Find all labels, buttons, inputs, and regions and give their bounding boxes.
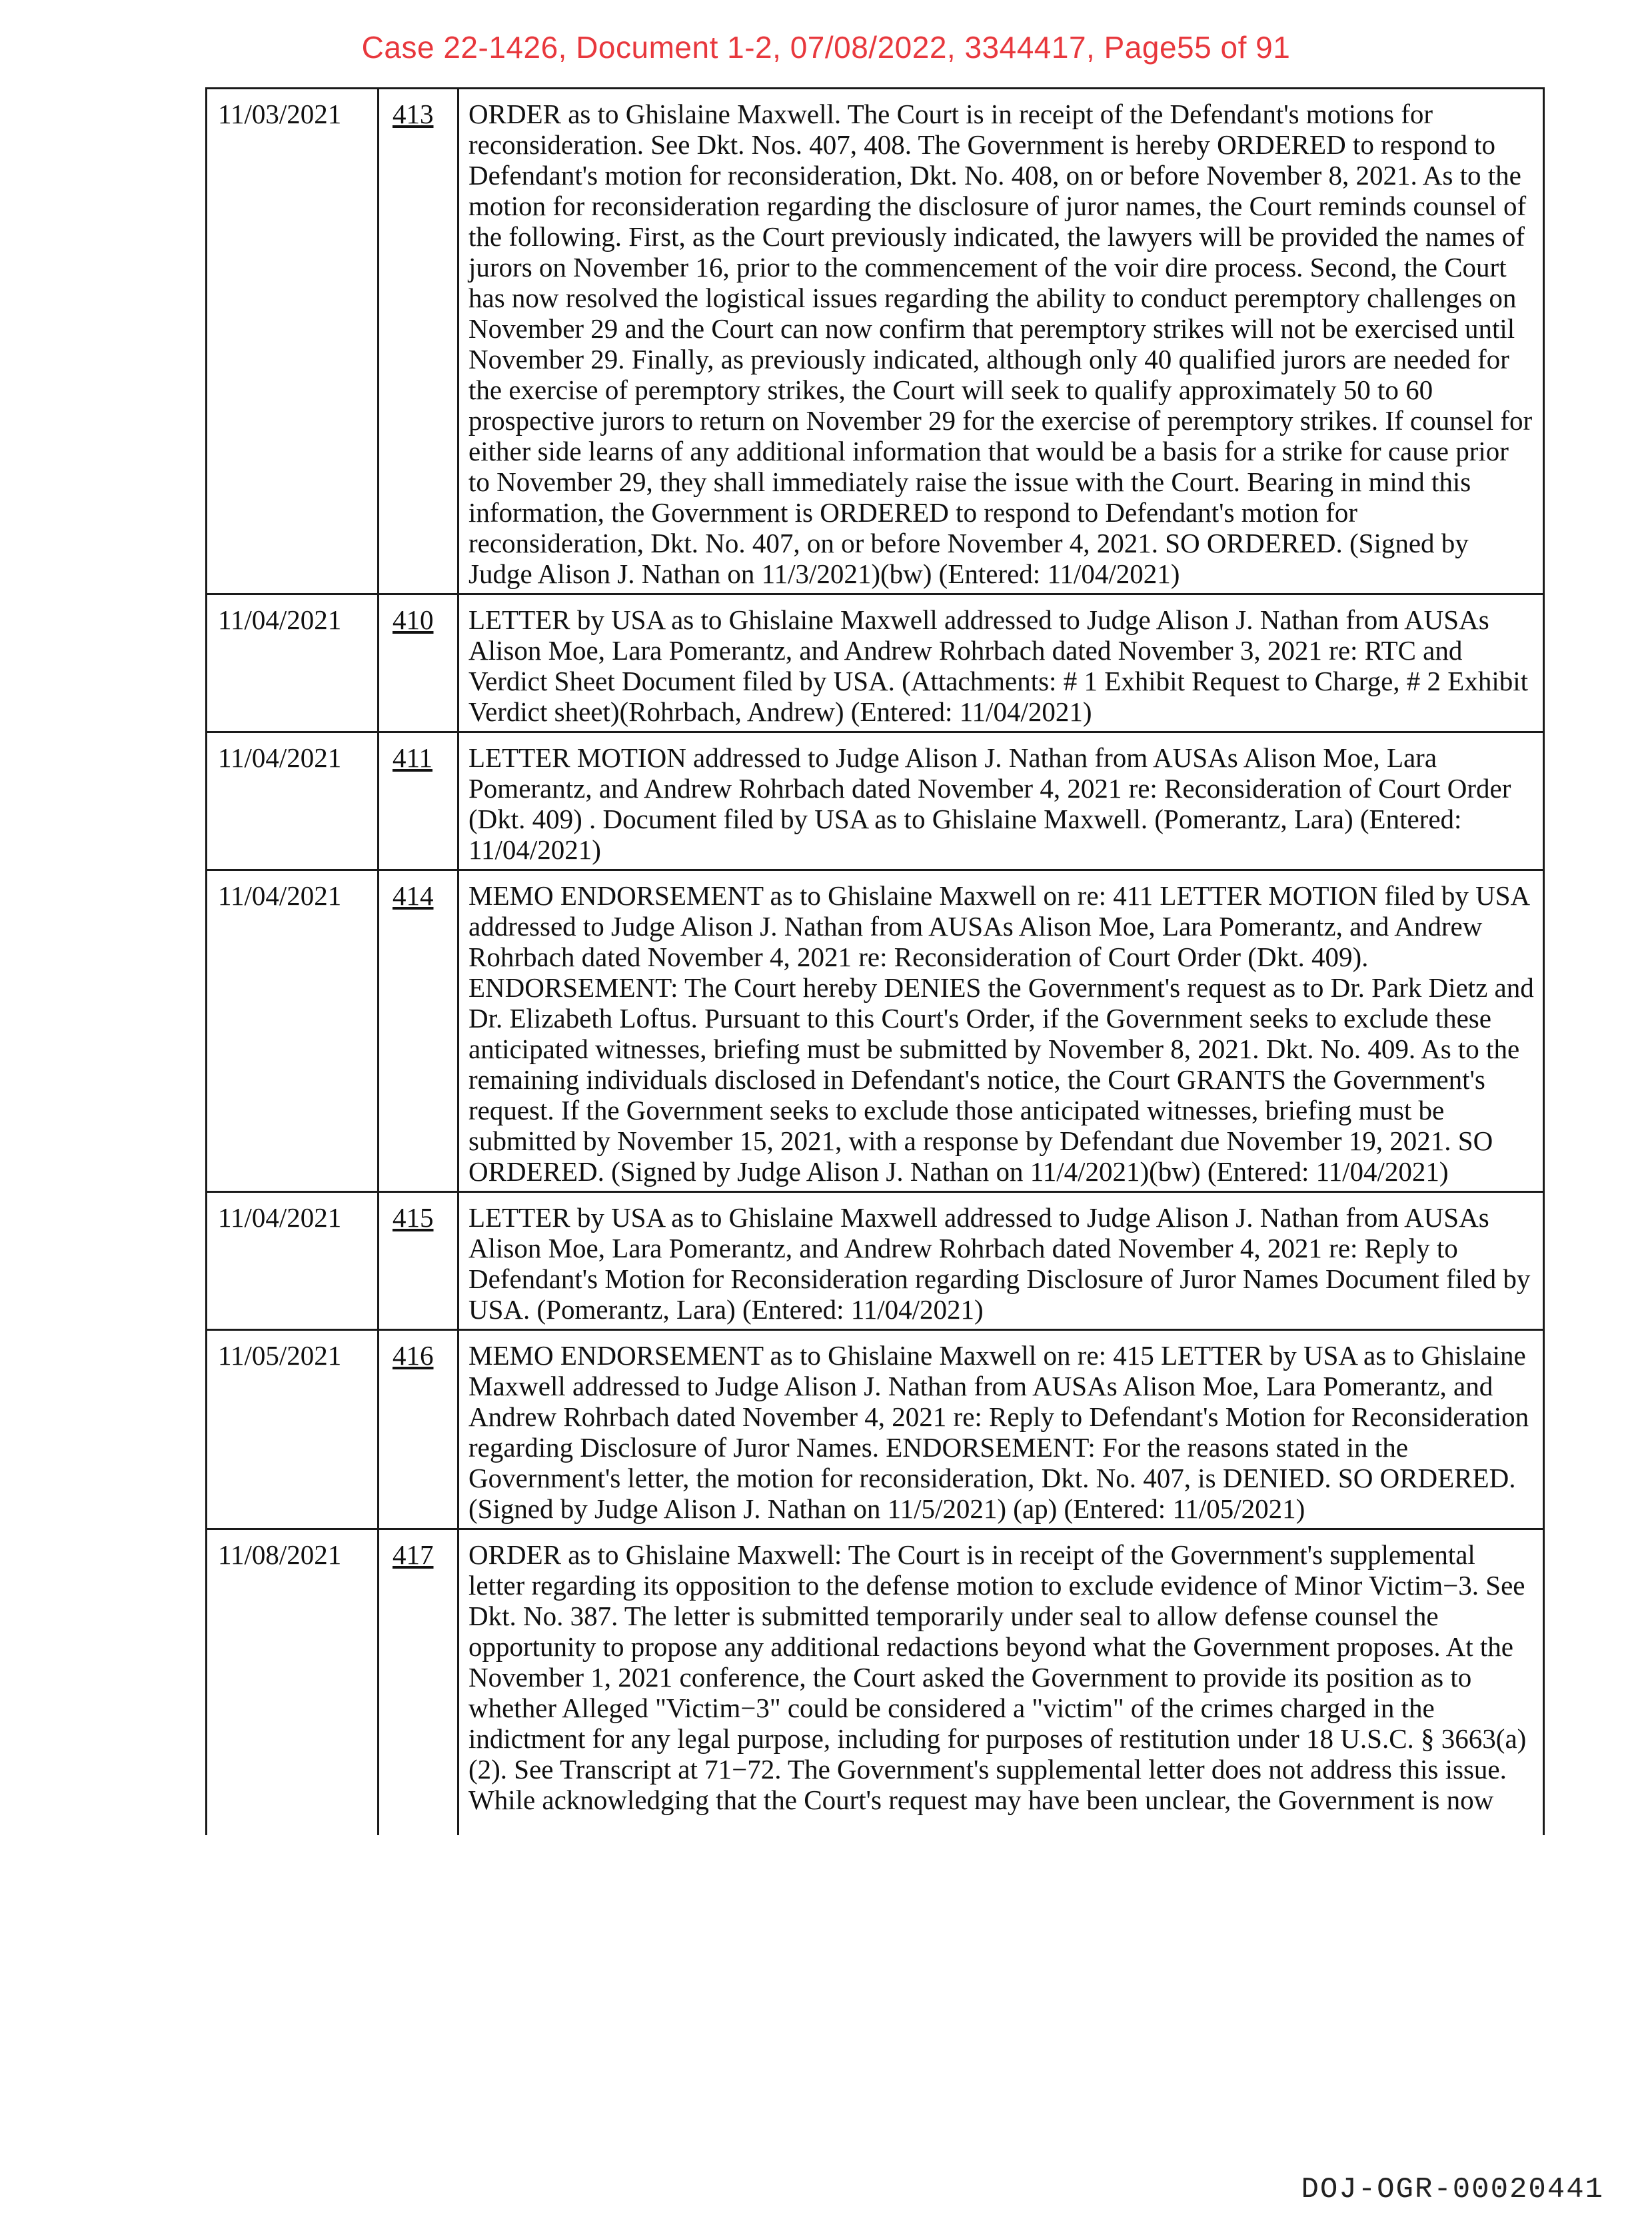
entry-date: 11/08/2021 xyxy=(207,1529,379,1836)
docket-entry xyxy=(207,1330,1544,1529)
entry-text: MEMO ENDORSEMENT as to Ghislaine Maxwell on re: 415 LETTER by USA as to Ghislaine Maxwell addressed to Judge Alison J. Nathan from AUSAs Alison Moe, Lara Pomerantz, and Andrew Rohrbach dated November 4, 2021 re: Reply to Defendant's Motion for Reconsideration regarding Disclosure of Juror Names. ENDORSEMENT: For the reasons stated in the Government's letter, the motion for reconsideration, Dkt. No. 407, is DENIED. SO ORDERED. (Signed by Judge Alison J. Nathan on 11/5/2021) (ap) (Entered: 11/05/2021) xyxy=(458,1330,1544,1529)
entry-date: 11/03/2021 xyxy=(207,89,379,594)
entry-date: 11/04/2021 xyxy=(207,870,379,1192)
entry-text: LETTER MOTION addressed to Judge Alison J. Nathan from AUSAs Alison Moe, Lara Pomerantz, and Andrew Rohrbach dated November 4, 2021 re: Reconsideration of Court Order (Dkt. 409) . Document filed by USA as to Ghislaine Maxwell. (Pomerantz, Lara) (Entered: 11/04/2021) xyxy=(458,732,1544,870)
entry-date: 11/04/2021 xyxy=(207,1192,379,1330)
docket-table xyxy=(205,87,1545,1835)
entry-number-link[interactable]: 417 xyxy=(393,1539,434,1570)
entry-text: LETTER by USA as to Ghislaine Maxwell addressed to Judge Alison J. Nathan from AUSAs Alison Moe, Lara Pomerantz, and Andrew Rohrbach dated November 4, 2021 re: Reply to Defendant's Motion for Reconsideration regarding Disclosure of Juror Names Document filed by USA. (Pomerantz, Lara) (Entered: 11/04/2021) xyxy=(458,1192,1544,1330)
docket-entry xyxy=(207,870,1544,1192)
entry-number-link[interactable]: 413 xyxy=(393,99,434,129)
entry-number-link[interactable]: 411 xyxy=(393,742,432,773)
docket-entry xyxy=(207,89,1544,594)
docket-entry xyxy=(207,1529,1544,1836)
entry-text: MEMO ENDORSEMENT as to Ghislaine Maxwell on re: 411 LETTER MOTION filed by USA addressed to Judge Alison J. Nathan from AUSAs Alison Moe, Lara Pomerantz, and Andrew Rohrbach dated November 4, 2021 re: Reconsideration of Court Order (Dkt. 409). ENDORSEMENT: The Court hereby DENIES the Government's request as to Dr. Park Dietz and Dr. Elizabeth Loftus. Pursuant to this Court's Order, if the Government seeks to exclude these anticipated witnesses, briefing must be submitted by November 8, 2021. Dkt. No. 409. As to the remaining individuals disclosed in Defendant's notice, the Court GRANTS the Government's request. If the Government seeks to exclude those anticipated witnesses, briefing must be submitted by November 15, 2021, with a response by Defendant due November 19, 2021. SO ORDERED. (Signed by Judge Alison J. Nathan on 11/4/2021)(bw) (Entered: 11/04/2021) xyxy=(458,870,1544,1192)
entry-date: 11/05/2021 xyxy=(207,1330,379,1529)
entry-number-link[interactable]: 414 xyxy=(393,880,434,911)
entry-text: LETTER by USA as to Ghislaine Maxwell addressed to Judge Alison J. Nathan from AUSAs Alison Moe, Lara Pomerantz, and Andrew Rohrbach dated November 3, 2021 re: RTC and Verdict Sheet Document filed by USA. (Attachments: # 1 Exhibit Request to Charge, # 2 Exhibit Verdict sheet)(Rohrbach, Andrew) (Entered: 11/04/2021) xyxy=(458,594,1544,732)
entry-date: 11/04/2021 xyxy=(207,594,379,732)
entry-text: ORDER as to Ghislaine Maxwell. The Court is in receipt of the Defendant's motions for reconsideration. See Dkt. Nos. 407, 408. The Government is hereby ORDERED to respond to Defendant's motion for reconsideration, Dkt. No. 408, on or before November 8, 2021. As to the motion for reconsideration regarding the disclosure of juror names, the Court reminds counsel of the following. First, as the Court previously indicated, the lawyers will be provided the names of jurors on November 16, prior to the commencement of the voir dire process. Second, the Court has now resolved the logistical issues regarding the ability to conduct peremptory challenges on November 29 and the Court can now confirm that peremptory strikes will not be exercised until November 29. Finally, as previously indicated, although only 40 qualified jurors are needed for the exercise of peremptory strikes, the Court will seek to qualify approximately 50 to 60 prospective jurors to return on November 29 for the exercise of peremptory strikes. If counsel for either side learns of any additional information that would be a basis for a strike for cause prior to November 29, they shall immediately raise the issue with the Court. Bearing in mind this information, the Government is ORDERED to respond to Defendant's motion for reconsideration, Dkt. No. 407, on or before November 4, 2021. SO ORDERED. (Signed by Judge Alison J. Nathan on 11/3/2021)(bw) (Entered: 11/04/2021) xyxy=(458,89,1544,594)
docket-entry xyxy=(207,1192,1544,1330)
docket-entry xyxy=(207,732,1544,870)
docket-entry xyxy=(207,594,1544,732)
bates-number: DOJ-OGR-00020441 xyxy=(1301,2173,1604,2206)
case-header: Case 22-1426, Document 1-2, 07/08/2022, 3344417, Page55 of 91 xyxy=(361,30,1291,65)
entry-number-link[interactable]: 415 xyxy=(393,1202,434,1233)
entry-number-link[interactable]: 416 xyxy=(393,1340,434,1371)
entry-number-link[interactable]: 410 xyxy=(393,604,434,635)
entry-date: 11/04/2021 xyxy=(207,732,379,870)
entry-text: ORDER as to Ghislaine Maxwell: The Court is in receipt of the Government's supplemental letter regarding its opposition to the defense motion to exclude evidence of Minor Victim−3. See Dkt. No. 387. The letter is submitted temporarily under seal to allow defense counsel the opportunity to propose any additional redactions beyond what the Government proposes. At the November 1, 2021 conference, the Court asked the Government to provide its position as to whether Alleged "Victim−3" could be considered a "victim" of the crimes charged in the indictment for any legal purpose, including for purposes of restitution under 18 U.S.C. § 3663(a)(2). See Transcript at 71−72. The Government's supplemental letter does not address this issue. While acknowledging that the Court's request may have been unclear, the Government is now xyxy=(458,1529,1544,1836)
